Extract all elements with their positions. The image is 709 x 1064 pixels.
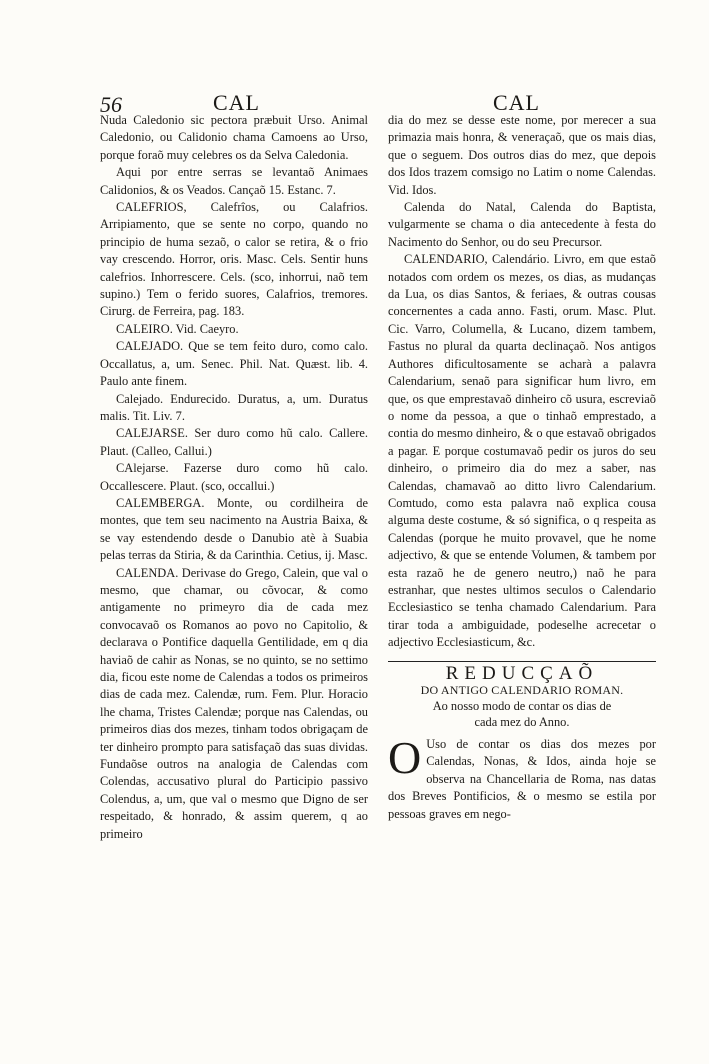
page-number: 56 — [100, 92, 122, 117]
entry-paragraph: Nuda Caledonio sic pectora præbuit Urso. Animal Caledonio, ou Calidonio chama Camoens ao Urso, porque foraõ muy celebres os da Selva Caledonia. — [100, 113, 368, 162]
entry-calendario: CALENDARIO, Calendário. Livro, em que estaõ notados com ordem os mezes, os dias, as mudanças da Lua, os dias Santos, & feriaes, & outras cousas concernentes a cada anno. Fasti, orum. Masc. Plut. Cic. Varro, Columella, & Lucano, dizem tambem, Fastus no plural da quarta declinaçaõ. Nos antigos Authores dificultosamente se acharà a palavra Calendarium, senaõ para significar hum livro, em que, os que emprestavaõ dinheiro cõ usura, escreviaõ o nome da pessoa, a que o tinhaõ emprestado, a contia do mesmo dinheiro, & o que estavaõ obrigados a pagar. E porque costumavaõ pedir os juros do seu dinheiro, o primeiro dia do mez a saber, nas Calendas, chamavaõ ao ditto livro Calendarium. Comtudo, como esta palavra naõ explica cousa alguma deste costume, & só significa, o q respeita as Calendas (porque he muito provavel, que he nome adjectivo, & que se entende Volumen, & tambem por esta razaõ he de genero neutro,) naõ he para estranhar, que nestes ultimos seculos o Calendario Ecclesiastico se tenha chamado Calendarium. Para tirar toda a ambiguidade, podeselhe acrecetar o adjectivo Ecclesiasticum, &c. — [388, 252, 656, 650]
entry-calenda: CALENDA. Derivase do Grego, Calein, que val o mesmo, que chamar, ou cõvocar, & como antigamente no primeyro dia de cada mez convocavaõ os Romanos ao povo no Capitolio, & declarava o Pontifice daquella Gentilidade, em q dia haviaõ de cahir as Nonas, se no quinto, se no settimo dia, ficou este nome de Calendas a todos os primeiros dias de cada mez. Calendæ, rum. Fem. Plur. Horacio lhe chama, Tristes Calendæ; porque nas Calendas, ou primeiros dias dos mezes, tinham todos obrigaçam de ter dinheiro prompto para satisfaçaõ das suas dividas. Fundaõse outros na analogia de Calendas com Colendas, accusativo plural do Participio passivo Colendus, a, um, que val o mesmo que Digno de ser respeitado, & honrado, & assim querem, q ao primeiro — [100, 565, 368, 841]
section-divider — [388, 661, 656, 662]
entry-calemberga: CALEMBERGA. Monte, ou cordilheira de montes, que tem seu nacimento na Austria Baixa, & se vay estendendo desde o Danubio atè à Suabia pelas terras da Stiria, & da Carinthia. Cetius, ij. Masc. — [100, 495, 368, 563]
right-column — [388, 112, 656, 823]
entry-caleiro: CALEIRO. Vid. Caeyro. — [116, 321, 239, 336]
entry-paragraph: CAlejarse. Fazerse duro como hũ calo. Occallescere. Plaut. (sco, occallui.) — [100, 461, 368, 493]
entry-paragraph: Aqui por entre serras se levantaõ Animaes Calidonios, & os Veados. Cançaõ 15. Estanc. 7. — [100, 165, 368, 197]
drop-cap: O — [388, 732, 422, 783]
left-column — [100, 112, 368, 843]
entry-calefrios: CALEFRIOS, Calefrîos, ou Calafrios. Arripiamento, que se sente no corpo, quando no principio de huma sezaõ, o calor se retira, & o frio vay crescendo. Horror, oris. Masc. Cels. Sentir huns calefrios. Inhorrescere. Cels. (sco, inhorrui, naõ tem supino.) Tem o ferido suores, Calafrios, tremores. Cirurg. de Ferreira, pag. 183. — [100, 200, 368, 319]
entry-paragraph: dia do mez se desse este nome, por merecer a sua primazia mais honra, & veneraçaõ, que os mais dias, que o seguem. Dos outros dias do mez, que depois dos Idos trazem comsigo no Latim o nome Calendas. Vid. Idos. — [388, 113, 656, 197]
entry-calejado: CALEJADO. Que se tem feito duro, como calo. Occallatus, a, um. Senec. Phil. Nat. Quæst. lib. 4. Paulo ante finem. — [100, 339, 368, 389]
section-subtitle-line: Ao nosso modo de contar os dias de — [432, 699, 612, 713]
entry-paragraph: Calenda do Natal, Calenda do Baptista, vulgarmente se chama o dia antecedente à festa do Nacimento do Senhor, ou do seu Precursor. — [388, 200, 656, 249]
section-subtitle: DO ANTIGO CALENDARIO ROMAN. — [420, 683, 624, 697]
section-title: REDUCÇAÕ — [445, 662, 599, 684]
section-body-text: Uso de contar os dias dos mezes por Calendas, Nonas, & Idos, ainda hoje se observa na Chancellaria de Roma, nas datas dos Breves Pontificios, & o mesmo se estila por pessoas graves em nego- — [388, 737, 656, 821]
entry-calejarse: CALEJARSE. Ser duro como hũ calo. Callere. Plaut. (Calleo, Callui.) — [100, 426, 368, 458]
right-running-head: CAL — [493, 90, 540, 115]
left-running-head: CAL — [213, 90, 260, 115]
section-body — [388, 732, 656, 823]
entry-paragraph: Calejado. Endurecido. Duratus, a, um. Duratus malis. Tit. Liv. 7. — [100, 391, 368, 423]
section-subtitle-line: cada mez do Anno. — [474, 715, 570, 729]
